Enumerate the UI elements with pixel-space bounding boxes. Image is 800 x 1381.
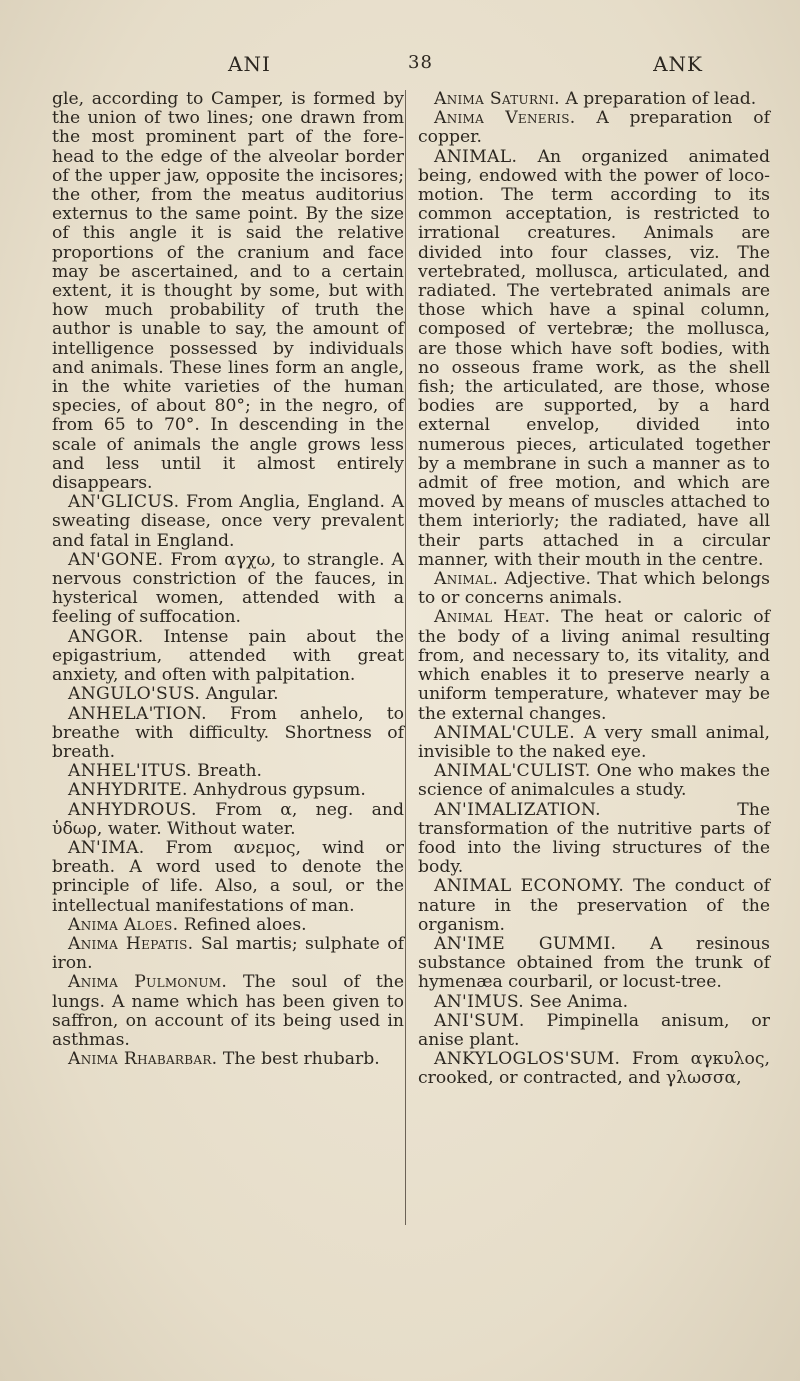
- header-right-guide-word: ANK: [653, 52, 703, 76]
- entry-definition: Angular.: [205, 684, 279, 705]
- dictionary-entry: [52, 781, 404, 800]
- entry-headword: Animal.: [434, 569, 499, 590]
- dictionary-entry: [418, 993, 770, 1012]
- dictionary-entry: [418, 608, 770, 723]
- entry-definition: A very small animal, invisible to the naked eye.: [418, 722, 770, 762]
- entry-definition: From α, neg. and ὑδωρ, water. Without water.: [52, 799, 404, 839]
- dictionary-entry: [52, 916, 404, 935]
- dictionary-entry: [52, 628, 404, 686]
- entry-definition: From αγχω, to strangle. A nervous constriction of the fauces, in hysterical women, attended with a feeling of suffocation.: [52, 549, 404, 628]
- entry-definition: A resinous substance obtained from the trunk of hymenæa courbaril, or locust-tree.: [418, 933, 771, 993]
- dictionary-entry: [418, 1050, 770, 1088]
- dictionary-entry: [418, 801, 770, 878]
- entry-headword: Anima Veneris.: [434, 108, 576, 129]
- entry-headword: ANHYDRITE.: [68, 780, 188, 801]
- entry-definition: From ανεμος, wind or breath. A word used to denote the principle of life. Also, a soul, or the intellectual manifestations of man.: [52, 837, 404, 916]
- entry-definition: The best rhubarb.: [222, 1049, 380, 1070]
- entry-headword: AN'GLICUS.: [68, 492, 180, 513]
- entry-headword: ANHEL'ITUS.: [68, 761, 192, 782]
- entry-definition: The transformation of the nutritive parts of food into the living structures of the body.: [418, 799, 770, 878]
- entry-definition: A preparation of copper.: [418, 108, 770, 148]
- page-number: 38: [408, 52, 433, 73]
- entry-definition: From Anglia, England. A sweating disease, once very prevalent and fatal in England.: [52, 492, 404, 551]
- dictionary-entry: [52, 762, 404, 781]
- dictionary-entry: [52, 839, 404, 916]
- column-divider: [405, 90, 406, 1225]
- entry-definition: Refined aloes.: [183, 914, 307, 935]
- dictionary-entry: [52, 973, 404, 1050]
- entry-headword: Anima Rhabarbar.: [68, 1049, 218, 1070]
- entry-definition: Pimpinella anisum, or anise plant.: [418, 1010, 770, 1050]
- header-left-guide-word: ANI: [228, 52, 271, 76]
- continued-paragraph: [52, 90, 404, 493]
- entry-headword: Anima Aloes.: [68, 914, 179, 935]
- entry-definition: Intense pain about the epigastrium, attended with great anxiety, and often with palpitation.: [52, 626, 404, 686]
- dictionary-entry: [52, 705, 404, 763]
- entry-definition: Adjective. That which belongs to or concerns animals.: [418, 569, 770, 609]
- dictionary-entry: [418, 148, 770, 570]
- right-column: [418, 90, 770, 1089]
- entry-headword: Anima Saturni.: [434, 89, 560, 109]
- entry-definition: Sal martis; sulphate of iron.: [52, 933, 404, 974]
- entry-definition: A preparation of lead.: [565, 89, 757, 109]
- entry-headword: Animal Heat.: [434, 607, 551, 628]
- dictionary-entry: [418, 724, 770, 762]
- entry-headword: ANIMAL.: [434, 146, 518, 167]
- entry-definition: gle, according to Camper, is formed by the union of two lines; one drawn from the most prominent part of the fore-head to the edge of the alveolar border of the upper jaw, opposite the incisores; the other, from the meatus auditorius externus to the same point. By the size of this angle it is said the relative proportions of the cranium and face may be ascertained, and to a certain extent, it is thought by some, but with how much probability of truth the author is unable to say, the amount of intelligence possessed by individuals and animals. These lines form an angle, in the white varieties of the human species, of about 80°; in the negro, of from 65 to 70°. In descending in the scale of animals the angle grows less and less until it almost entirely disappears.: [52, 89, 404, 494]
- entry-headword: AN'IMUS.: [434, 991, 525, 1012]
- dictionary-entry: [52, 935, 404, 973]
- entry-definition: Breath.: [197, 761, 262, 782]
- dictionary-entry: [52, 685, 404, 704]
- entry-headword: Anima Pulmonum.: [68, 972, 228, 993]
- entry-headword: ANGULO'SUS.: [68, 684, 201, 705]
- dictionary-entry: [52, 551, 404, 628]
- dictionary-entry: [418, 762, 770, 800]
- dictionary-entry: [418, 877, 770, 935]
- left-column: [52, 90, 404, 1069]
- entry-definition: The heat or caloric of the body of a living animal resulting from, and necessary to, its vitality, and which enables it to preserve nearly a uniform temperature, whatever may be the external changes.: [418, 607, 770, 724]
- entry-definition: One who makes the science of animalcules a study.: [418, 761, 771, 801]
- entry-definition: See Anima.: [529, 991, 629, 1012]
- entry-definition: The conduct of nature in the preservation of the organism.: [418, 876, 770, 935]
- entry-headword: AN'IME GUMMI.: [434, 933, 617, 954]
- entry-definition: The soul of the lungs. A name which has been given to saffron, on account of its being used in asthmas.: [52, 972, 404, 1050]
- dictionary-entry: [418, 1012, 770, 1050]
- entry-headword: AN'GONE.: [68, 549, 164, 570]
- entry-headword: ANHELA'TION.: [68, 703, 207, 724]
- entry-definition: An organized animated being, endowed with the power of loco-motion. The term according to its common acceptation, is restricted to irrational creatures. Animals are divided into four classes, viz. The vertebrated, mollusca, articulated, and radiated. The vertebrated animals are those which have a spinal column, composed of vertebræ; the mollusca, are those which have soft bodies, with no osseous frame work, as the shell fish; the articulated, are those, whose bodies are supported, by a hard external envelop, divided into numerous pieces, articulated together by a membrane in such a manner as to admit of free motion, and which are moved by means of muscles attached to them interiorly; the radiated, have all their parts attached in a circular manner, with their mouth in the centre.: [418, 146, 770, 570]
- entry-headword: AN'IMA.: [68, 837, 145, 858]
- entry-headword: ANI'SUM.: [434, 1010, 525, 1031]
- entry-definition: Anhydrous gypsum.: [193, 780, 366, 801]
- entry-headword: ANIMAL ECONOMY.: [434, 876, 625, 897]
- entry-headword: ANHYDROUS.: [68, 799, 197, 820]
- entry-definition: From αγκυλος, crooked, or contracted, and γλωσσα,: [418, 1049, 770, 1089]
- entry-headword: ANIMAL'CULIST.: [434, 761, 591, 782]
- entry-headword: AN'IMALIZATION.: [434, 799, 601, 820]
- dictionary-entry: [52, 801, 404, 839]
- dictionary-entry: [418, 109, 770, 147]
- entry-definition: From anhelo, to breathe with difficulty. Shortness of breath.: [52, 703, 404, 762]
- entry-headword: Anima Hepatis.: [68, 933, 194, 954]
- entry-headword: ANIMAL'CULE.: [434, 722, 576, 743]
- dictionary-entry: [52, 1050, 404, 1069]
- running-header: [228, 52, 703, 82]
- entry-headword: ANKYLOGLOS'SUM.: [434, 1049, 621, 1070]
- dictionary-entry: [418, 570, 770, 608]
- entry-headword: ANGOR.: [68, 626, 144, 647]
- dictionary-entry: [418, 935, 770, 993]
- dictionary-entry: [52, 493, 404, 551]
- dictionary-entry: [418, 90, 770, 109]
